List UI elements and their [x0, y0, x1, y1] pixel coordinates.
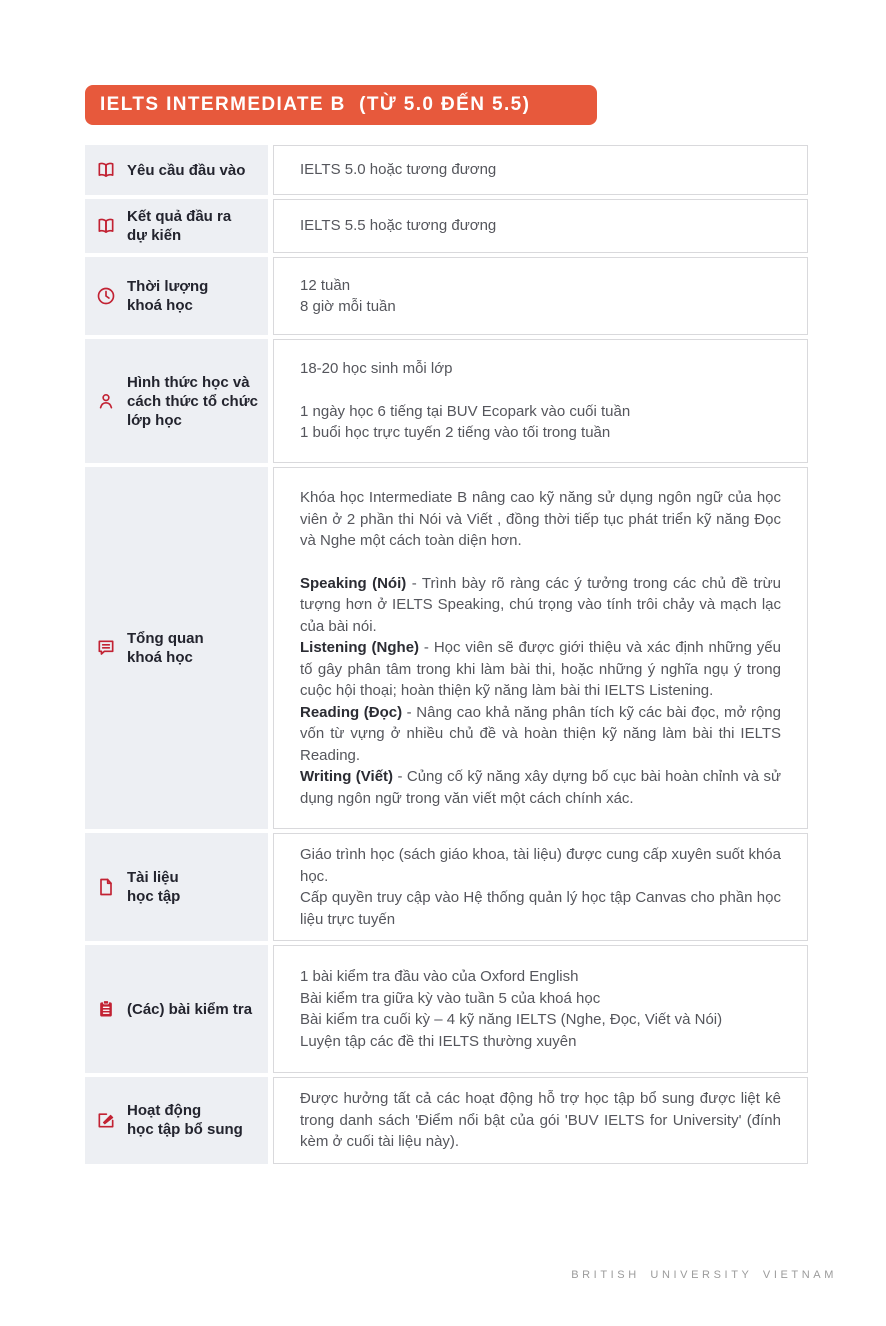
text-segment: 1 buổi học trực tuyến 2 tiếng vào tối trong tuần — [300, 424, 611, 442]
course-info-table — [85, 145, 808, 1164]
table-row — [85, 199, 808, 253]
row-label-cell — [85, 467, 268, 829]
row-label: Yêu cầu đầu vào — [127, 161, 246, 179]
row-label: Hình thức học và cách thức tổ chức lớp học — [127, 373, 258, 429]
content-paragraph — [300, 988, 781, 1010]
open-book-icon — [96, 160, 116, 180]
text-segment: 18-20 học sinh mỗi lớp — [300, 360, 453, 378]
chat-bubble-icon — [96, 638, 116, 658]
row-label-cell — [85, 199, 268, 253]
text-segment: - Củng cố kỹ năng xây dựng bố cục bài hoàn chỉnh và sử dụng ngôn ngữ trong văn viết một cách chính xác. — [300, 768, 781, 807]
person-icon — [96, 391, 116, 411]
row-content-cell — [273, 339, 808, 463]
row-content-cell — [273, 199, 808, 253]
content-paragraph — [300, 637, 781, 702]
row-content-cell — [273, 1077, 808, 1164]
content-paragraph — [300, 159, 781, 181]
document-icon — [96, 877, 116, 897]
text-segment: 1 ngày học 6 tiếng tại BUV Ecopark vào cuối tuần — [300, 402, 631, 420]
content-paragraph — [300, 401, 781, 423]
row-label-cell — [85, 145, 268, 195]
row-label-cell — [85, 257, 268, 335]
row-label-cell — [85, 945, 268, 1073]
content-paragraph — [300, 702, 781, 767]
compose-pencil-icon — [96, 1110, 116, 1130]
content-paragraph — [300, 887, 781, 930]
content-paragraph — [300, 844, 781, 887]
course-title: IELTS INTERMEDIATE B (TỪ 5.0 ĐẾN 5.5) — [100, 94, 531, 115]
row-content-cell — [273, 467, 808, 829]
row-label: Tổng quan khoá học — [127, 630, 204, 666]
content-paragraph — [300, 1009, 781, 1031]
row-label: Tài liệu học tập — [127, 869, 181, 905]
clipboard-icon — [96, 999, 116, 1019]
row-label: Thời lượng khoá học — [127, 278, 209, 314]
text-segment: Luyện tập các đề thi IELTS thường xuyên — [300, 1032, 577, 1050]
table-row — [85, 1077, 808, 1164]
row-content-cell — [273, 833, 808, 941]
content-paragraph — [300, 1088, 781, 1153]
row-label-cell — [85, 339, 268, 463]
row-label: (Các) bài kiểm tra — [127, 1000, 253, 1018]
table-row — [85, 833, 808, 941]
content-paragraph — [300, 487, 781, 552]
text-segment: IELTS 5.5 hoặc tương đương — [300, 217, 497, 235]
bold-text-segment: Writing (Viết) — [300, 768, 394, 785]
row-label: Hoạt động học tập bổ sung — [127, 1102, 243, 1139]
text-segment: Bài kiểm tra cuối kỳ – 4 kỹ năng IELTS (Nghe, Đọc, Viết và Nói) — [300, 1011, 723, 1028]
table-row — [85, 145, 808, 195]
text-segment: - Nâng cao khả năng phân tích kỹ các bài đọc, mở rộng vốn từ vựng ở nhiều chủ đề và hoàn thiện kỹ năng làm bài thi IELTS Reading. — [300, 703, 781, 764]
content-paragraph — [300, 766, 781, 809]
text-segment: 8 giờ mỗi tuần — [300, 298, 396, 315]
table-row — [85, 257, 808, 335]
bold-text-segment: Reading (Đọc) — [300, 703, 403, 721]
clock-icon — [96, 286, 116, 306]
table-row — [85, 339, 808, 463]
row-label: Kết quả đầu ra dự kiến — [127, 208, 232, 244]
table-row — [85, 467, 808, 829]
content-paragraph — [300, 215, 781, 237]
row-content-cell — [273, 945, 808, 1073]
content-paragraph — [300, 358, 781, 380]
row-content-cell — [273, 257, 808, 335]
text-segment: Bài kiểm tra giữa kỳ vào tuần 5 của khoá học — [300, 989, 601, 1007]
content-paragraph — [300, 275, 781, 297]
content-paragraph — [300, 966, 781, 988]
content-paragraph — [300, 573, 781, 638]
content-paragraph — [300, 422, 781, 444]
text-segment: Khóa học Intermediate B nâng cao kỹ năng sử dụng ngôn ngữ của học viên ở 2 phần thi Nói và Viết , đồng thời tiếp tục phát triển kỹ năng Đọc và Nghe một cách toàn diện hơn. — [300, 489, 781, 549]
text-segment: - Học viên sẽ được giới thiệu và xác định những yếu tố gây phân tâm trong khi làm bài thi, hoặc những ý nghĩa ngụ ý trong cuộc hội thoại; hoàn thiện kỹ năng làm bài thi IELTS Listening. — [300, 639, 781, 699]
text-segment: 1 bài kiểm tra đầu vào của Oxford English — [300, 968, 579, 985]
brand-footer: BRITISH UNIVERSITY VIETNAM — [571, 1269, 837, 1281]
text-segment: Được hưởng tất cả các hoạt động hỗ trợ học tập bổ sung được liệt kê trong danh sách 'Điểm nổi bật của gói 'BUV IELTS for University' (đính kèm ở cuối tài liệu này). — [300, 1090, 781, 1150]
text-segment: 12 tuần — [300, 276, 351, 294]
row-content-cell — [273, 145, 808, 195]
text-segment: - Trình bày rõ ràng các ý tưởng trong các chủ đề trừu tượng hơn ở IELTS Speaking, chú trọng vào tính trôi chảy và mạch lạc của bài nói. — [300, 574, 781, 635]
content-paragraph — [300, 1031, 781, 1053]
text-segment: IELTS 5.0 hoặc tương đương — [300, 161, 497, 179]
table-row — [85, 945, 808, 1073]
text-segment: Cấp quyền truy cập vào Hệ thống quản lý học tập Canvas cho phần học liệu trực tuyến — [300, 889, 781, 928]
bold-text-segment: Listening (Nghe) — [300, 639, 420, 656]
course-title-banner — [85, 85, 597, 125]
open-book-icon — [96, 216, 116, 236]
text-segment: Giáo trình học (sách giáo khoa, tài liệu) được cung cấp xuyên suốt khóa học. — [300, 846, 781, 885]
bold-text-segment: Speaking (Nói) — [300, 574, 407, 592]
content-paragraph — [300, 296, 781, 318]
row-label-cell — [85, 833, 268, 941]
row-label-cell — [85, 1077, 268, 1164]
